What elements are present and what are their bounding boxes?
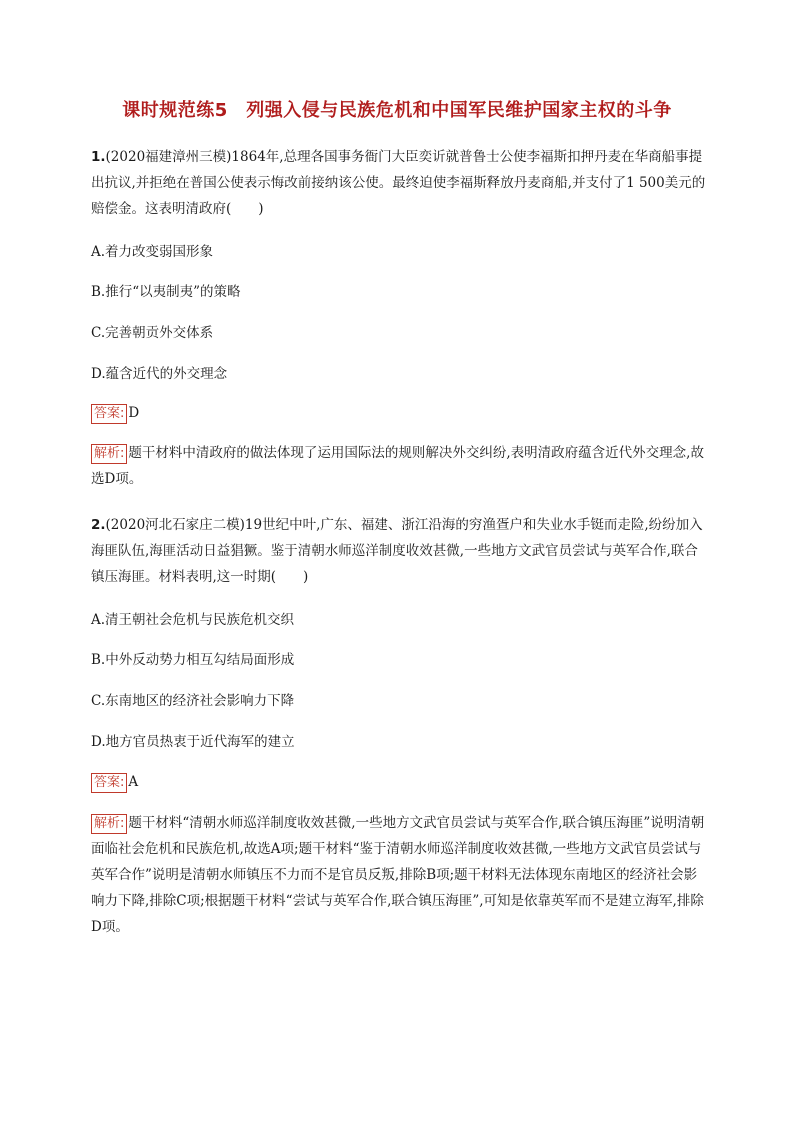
question-2-analysis-text: 题干材料“清朝水师巡洋制度收效甚微,一些地方文武官员尝试与英军合作,联合镇压海匪”说明清朝面临社会危机和民族危机,故选A项;题干材料“鉴于清朝水师巡洋制度收效甚微,一些地方文武官员尝试与英军合作”说明是清朝水师镇压不力而不是官员反叛,排除B项;题干材料无法体现东南地区的经济社会影响力下降,排除C项;根据题干材料“尝试与英军合作,联合镇压海匪”,可知是依靠英军而不是建立海军,排除D项。	[91, 815, 705, 935]
question-1-text: (2020福建漳州三模)1864年,总理各国事务衙门大臣奕䜣就普鲁士公使李福斯扣押丹麦在华商船事提出抗议,并拒绝在普国公使表示悔改前接纳该公使。最终迫使李福斯释放丹麦商船,并支付了1 500美元的赔偿金。这表明清政府( )	[91, 149, 706, 217]
question-1-number: 1.	[91, 149, 106, 165]
question-1-option-b: B.推行“以夷制夷”的策略	[91, 284, 241, 300]
answer-label: 答案:	[91, 773, 127, 793]
question-2-answer	[91, 772, 706, 793]
question-2-answer-value: A	[128, 774, 139, 790]
question-2-option-b: B.中外反动势力相互勾结局面形成	[91, 652, 295, 668]
answer-label: 答案:	[91, 404, 127, 424]
question-1-answer	[91, 403, 706, 424]
question-1-option-d: D.蕴含近代的外交理念	[91, 366, 228, 382]
question-1-analysis	[91, 440, 706, 492]
question-1-stem	[91, 144, 706, 222]
question-2-number: 2.	[91, 517, 106, 533]
question-2-option-d: D.地方官员热衷于近代海军的建立	[91, 734, 295, 750]
question-1-answer-value: D	[128, 405, 140, 421]
question-2-text: (2020河北石家庄二模)19世纪中叶,广东、福建、浙江沿海的穷渔疍户和失业水手铤而走险,纷纷加入海匪队伍,海匪活动日益猖獗。鉴于清朝水师巡洋制度收效甚微,一些地方文武官员尝试与英军合作,联合镇压海匪。材料表明,这一时期( )	[91, 517, 703, 585]
question-2-stem	[91, 512, 706, 590]
question-2-option-c: C.东南地区的经济社会影响力下降	[91, 693, 295, 709]
analysis-label: 解析:	[91, 814, 127, 834]
analysis-label: 解析:	[91, 444, 127, 464]
page-title: 课时规范练5 列强入侵与民族危机和中国军民维护国家主权的斗争	[122, 100, 672, 121]
question-1-option-c: C.完善朝贡外交体系	[91, 325, 214, 341]
question-1-analysis-text: 题干材料中清政府的做法体现了运用国际法的规则解决外交纠纷,表明清政府蕴含近代外交理念,故选D项。	[91, 445, 704, 487]
question-2-analysis	[91, 810, 706, 940]
question-2-option-a: A.清王朝社会危机与民族危机交织	[91, 612, 295, 628]
question-1-option-a: A.着力改变弱国形象	[91, 244, 214, 260]
